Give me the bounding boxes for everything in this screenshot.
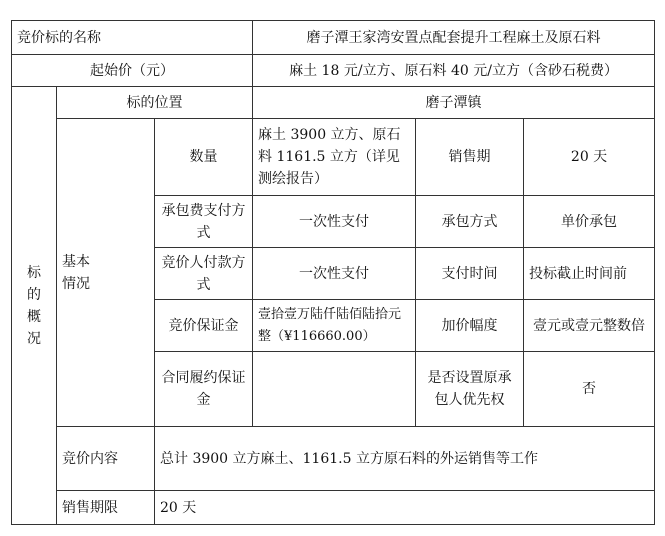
contract-mode-value: 单价承包: [524, 196, 655, 248]
bid-content-label: 竞价内容: [57, 427, 155, 491]
bid-content-value: 总计 3900 立方麻土、1161.5 立方原石料的外运销售等工作: [155, 427, 655, 491]
sale-limit-label: 销售期限: [57, 491, 155, 525]
contract-fee-label: 承包费支付方式: [155, 196, 253, 248]
location-label: 标的位置: [57, 87, 253, 119]
row-value-starting-price: 麻土 18 元/立方、原石料 40 元/立方（含砂石税费）: [253, 55, 655, 87]
table-row: [12, 427, 655, 491]
deposit-value: 壹拾壹万陆仟陆佰陆拾元整（¥116660.00）: [253, 300, 416, 352]
bidding-info-table: [11, 20, 655, 525]
row-label-target-name: 竞价标的名称: [12, 21, 253, 55]
increment-label: 加价幅度: [416, 300, 524, 352]
increment-value: 壹元或壹元整数倍: [524, 300, 655, 352]
deposit-label: 竞价保证金: [155, 300, 253, 352]
original-priority-label: 是否设置原承包人优先权: [416, 352, 524, 427]
bidder-payment-value: 一次性支付: [253, 248, 416, 300]
original-priority-value: 否: [524, 352, 655, 427]
payment-time-label: 支付时间: [416, 248, 524, 300]
contract-mode-label: 承包方式: [416, 196, 524, 248]
contract-fee-value: 一次性支付: [253, 196, 416, 248]
quantity-value: 麻土 3900 立方、原石料 1161.5 立方（详见测绘报告）: [253, 119, 416, 196]
quantity-label: 数量: [155, 119, 253, 196]
payment-time-value: 投标截止时间前: [524, 248, 655, 300]
performance-bond-label: 合同履约保证金: [155, 352, 253, 427]
table-row: [12, 55, 655, 87]
row-label-starting-price: 起始价（元）: [12, 55, 253, 87]
sale-period-value: 20 天: [524, 119, 655, 196]
table-row: [12, 491, 655, 525]
table-row: [12, 119, 655, 196]
basic-info-label: 基本 情况: [57, 119, 155, 427]
sale-limit-value: 20 天: [155, 491, 655, 525]
sale-period-label: 销售期: [416, 119, 524, 196]
table-row: [12, 21, 655, 55]
row-value-target-name: 磨子潭王家湾安置点配套提升工程麻土及原石料: [253, 21, 655, 55]
performance-bond-value: [253, 352, 416, 427]
side-label-target-overview: 标 的 概 况: [12, 87, 57, 525]
bidder-payment-label: 竞价人付款方式: [155, 248, 253, 300]
location-value: 磨子潭镇: [253, 87, 655, 119]
table-row: [12, 87, 655, 119]
